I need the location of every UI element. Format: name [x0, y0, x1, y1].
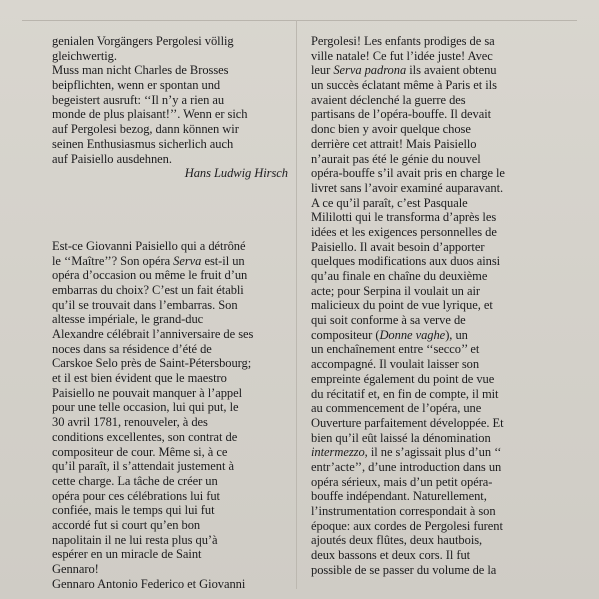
- text-line: partisans de l’opéra-bouffe. Il devait: [311, 107, 492, 122]
- text-line: Mililotti qui le transforma d’après les: [311, 210, 497, 225]
- aria-title-donne-vaghe: Donne vaghe: [379, 327, 446, 342]
- text-line: quelques modifications aux duos ainsi: [311, 254, 501, 269]
- text-line: auf Pergolesi bezog, dann können wir: [52, 122, 239, 137]
- text-line: Paisiello ne pouvait manquer à l’appel: [52, 385, 243, 400]
- text-line: Est-ce Giovanni Paisiello qui a détrôné: [52, 238, 246, 253]
- text-line: du récitatif et, en fin de compte, il mit: [311, 386, 499, 401]
- text-segment: est-il un: [201, 253, 245, 268]
- top-rule: [22, 20, 577, 21]
- text-line: pour une telle occasion, lui qui put, le: [52, 400, 239, 415]
- text-line: derrière cet attrait! Mais Paisiello: [311, 136, 477, 151]
- text-segment: le ‘‘Maître’’? Son opéra: [52, 253, 174, 268]
- text-line: noces dans sa résidence d’été de: [52, 341, 212, 356]
- text-segment: ils avaient obtenu: [406, 63, 497, 78]
- text-line: qu’au finale en chaîne du deuxième: [311, 269, 488, 283]
- text-line: ajoutés deux flûtes, deux hautbois,: [311, 533, 483, 548]
- text-line: compositeur de cour. Même si, à ce: [52, 444, 228, 459]
- text-line: opéra sérieux, mais d’un petit opéra-: [311, 474, 493, 489]
- text-line: cette charge. La tâche de créer un: [52, 473, 218, 488]
- german-paragraph: [52, 34, 290, 181]
- text-line: au commencement de l’opéra, une: [311, 401, 482, 416]
- text-line: un enchaînement entre ‘‘secco’’ et: [311, 342, 480, 357]
- text-line: embarras du choix? C’est un fait établi: [52, 282, 244, 297]
- text-segment: compositeur (: [311, 327, 380, 342]
- opera-title-serva: Serva: [173, 253, 202, 268]
- text-line: possible de se passer du volume de la: [311, 562, 497, 577]
- text-line: A ce qu’il paraît, c’est Pasquale: [311, 195, 468, 210]
- text-line: Paisiello. Il avait besoin d’apporter: [311, 239, 485, 254]
- text-line: opéra-bouffe s’il avait pris en charge le: [311, 166, 505, 181]
- text-line: 30 avril 1781, renouveler, à des: [52, 415, 208, 430]
- text-line: confiée, mais le temps qui lui fut: [52, 503, 215, 518]
- text-line: beipflichten, wenn er spontan und: [52, 78, 221, 93]
- section-gap: [52, 181, 290, 239]
- text-line: genialen Vorgängers Pergolesi völlig: [52, 34, 234, 48]
- text-line: Pergolesi! Les enfants prodiges de sa: [311, 34, 495, 48]
- text-line: l’instrumentation correspondait à son: [311, 504, 496, 518]
- text-line: Ouverture parfaitement développée. Et: [311, 415, 504, 430]
- text-line: entr’acte’’, d’une introduction dans un: [311, 459, 502, 474]
- text-line: qu’il se trouvait dans l’embarras. Son: [52, 297, 238, 312]
- text-line: Gennaro Antonio Federico et Giovanni: [52, 576, 246, 591]
- text-line: gleichwertig.: [52, 48, 117, 63]
- text-line: accordé fut si court qu’en bon: [52, 517, 201, 532]
- text-line: livret sans l’avoir examiné auparavant.: [311, 180, 504, 195]
- text-line: Alexandre célébrait l’anniversaire de ses: [52, 327, 254, 341]
- text-line: acte; pour Serpina il voulait un air: [311, 283, 480, 298]
- text-line: et il est bien évident que le maestro: [52, 371, 227, 386]
- text-line: donc bien y avoir quelque chose: [311, 122, 471, 137]
- text-line: un succès éclatant même à Paris et ils: [311, 78, 497, 93]
- text-line: Carskoe Selo près de Saint-Pétersbourg;: [52, 356, 252, 371]
- text-line: [52, 254, 290, 269]
- text-line: n’aurait pas été le génie du nouvel: [311, 151, 481, 166]
- text-line: monde de plus plaisant!’’. Wenn er sich: [52, 107, 248, 122]
- left-column: [52, 34, 290, 591]
- author-signature: Hans Ludwig Hirsch: [184, 166, 288, 181]
- column-divider: [296, 20, 297, 589]
- text-line: idées et les exigences personnelles de: [311, 224, 497, 239]
- right-column: [311, 34, 575, 577]
- text-line: malicieux du point de vue lyrique, et: [311, 298, 493, 313]
- text-line: espérer en un miracle de Saint: [52, 547, 202, 562]
- text-line: bouffe indépendant. Naturellement,: [311, 489, 487, 504]
- text-segment: , il ne s’agissait plus d’un ‘‘: [364, 445, 502, 460]
- opera-title-serva-padrona: Serva padrona: [333, 63, 407, 78]
- text-line: Muss man nicht Charles de Brosses: [52, 63, 229, 78]
- text-line: seinen Enthusiasmus sicherlich auch: [52, 136, 234, 151]
- text-line: Gennaro!: [52, 562, 99, 576]
- text-line: qu’il paraît, il s’attendait justement à: [52, 459, 234, 474]
- text-line: empreinte également du point de vue: [311, 371, 495, 386]
- text-line: begeistert ausruft: ‘‘Il n’y a rien au: [52, 92, 225, 107]
- text-line: deux bassons et deux cors. Il fut: [311, 548, 471, 563]
- text-line: opéra pour ces célébrations lui fut: [52, 488, 220, 503]
- text-line: opéra d’occasion ou même le fruit d’un: [52, 268, 248, 283]
- text-segment: leur: [311, 63, 334, 78]
- text-line: avaient déclenché la guerre des: [311, 92, 466, 107]
- text-line: auf Paisiello ausdehnen.: [52, 151, 172, 166]
- text-line: bien qu’il eût laissé la dénomination: [311, 430, 491, 445]
- text-line: napolitain il ne lui resta plus qu’à: [52, 532, 218, 547]
- text-line: [311, 445, 575, 460]
- text-line: altesse impériale, le grand-duc: [52, 312, 204, 327]
- text-line: accompagné. Il voulait laisser son: [311, 357, 480, 372]
- text-line: [311, 328, 575, 343]
- text-line: qui soit conforme à sa verve de: [311, 313, 466, 328]
- text-segment: ), un: [445, 327, 468, 342]
- text-line: ville natale! Ce fut l’idée juste! Avec: [311, 48, 493, 63]
- text-line: [311, 63, 575, 78]
- term-intermezzo: intermezzo: [311, 445, 365, 460]
- text-line: époque: aux cordes de Pergolesi furent: [311, 518, 503, 533]
- french-paragraph-left: [52, 239, 290, 592]
- french-paragraph-right: [311, 34, 575, 577]
- text-line: conditions excellentes, son contrat de: [52, 429, 238, 444]
